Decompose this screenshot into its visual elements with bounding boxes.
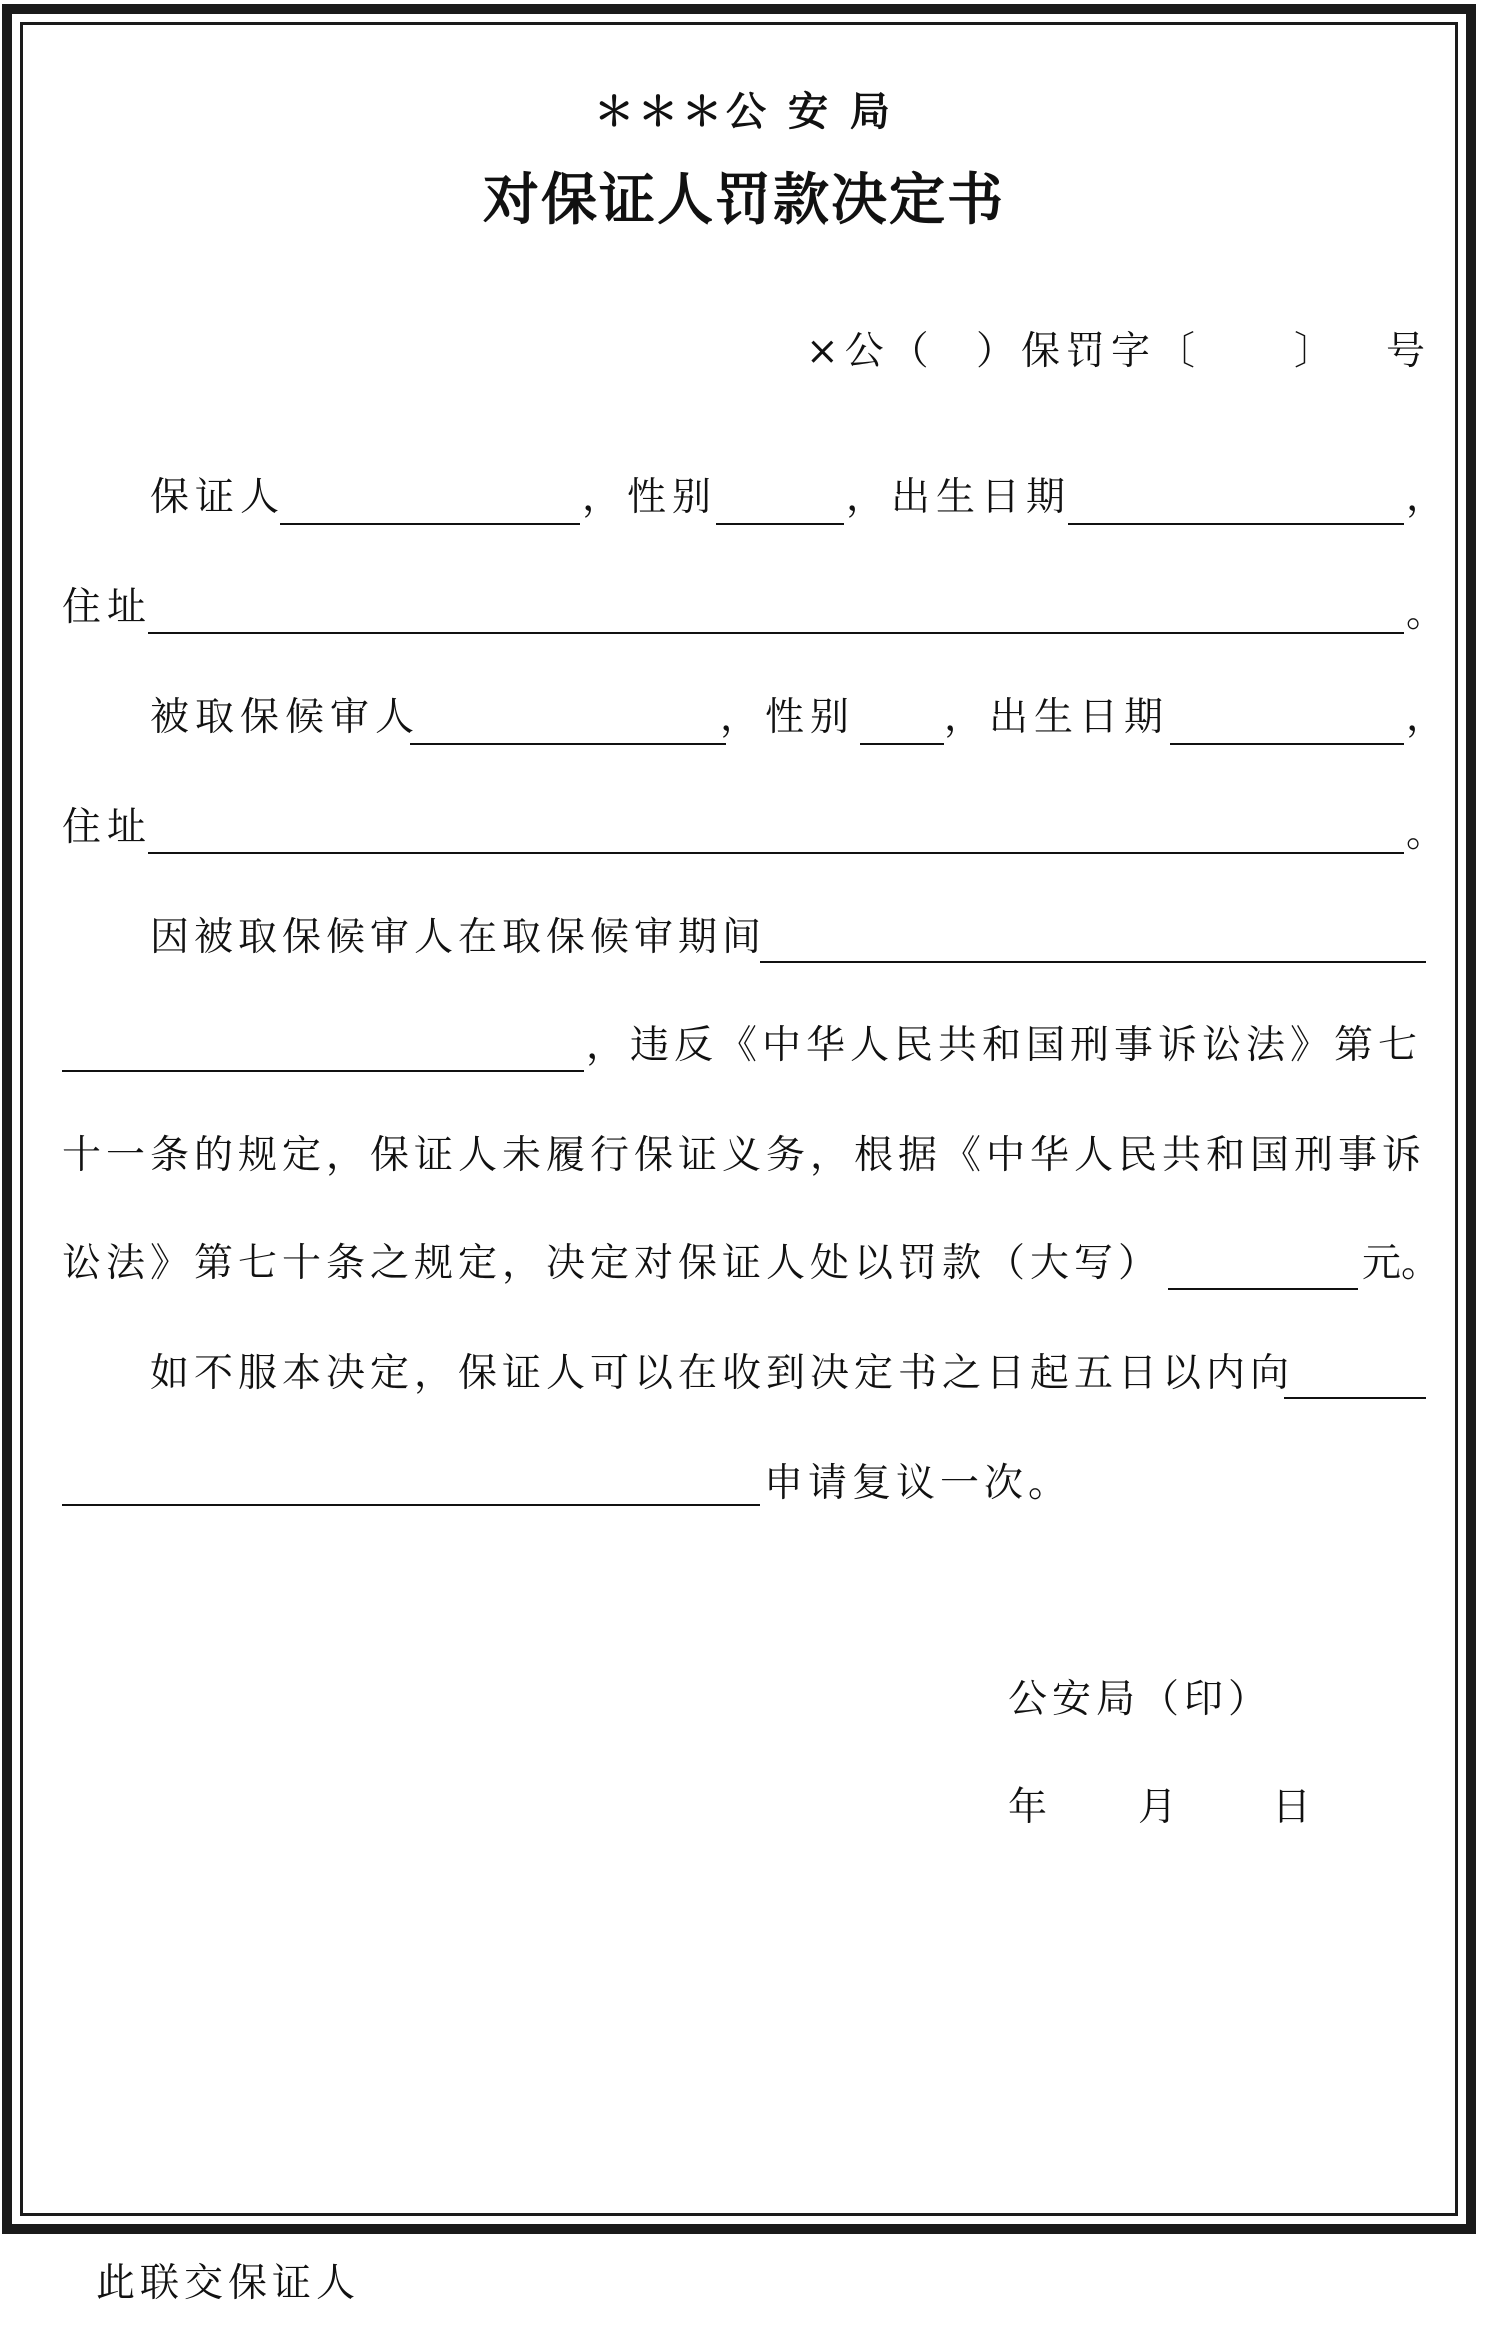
doc-number-end: 号 [1386,329,1426,374]
guarantor-address-field[interactable] [148,632,1404,634]
suspect-address-field[interactable] [148,852,1404,854]
suspect-dob-label: ，出生日期 [944,695,1170,740]
guarantor-dob-field[interactable] [1068,523,1404,525]
guarantor-dob-end: ， [1406,475,1446,520]
suspect-label: 被取保候审人 [150,695,421,740]
agency-name: ＊＊＊公 安 局 [594,88,894,135]
signature-agency: 公安局（印） [1008,1677,1273,1722]
suspect-address-end: 。 [1406,811,1446,856]
inner-border [20,22,1458,2216]
guarantor-gender-field[interactable] [716,523,844,525]
suspect-name-field[interactable] [410,743,726,745]
suspect-address-label: 住址 [62,805,153,850]
fine-amount-field[interactable] [1168,1288,1358,1290]
guarantor-address-label: 住址 [62,585,153,630]
guarantor-gender-label: ，性别 [582,475,718,520]
fine-amount-end: 元。 [1362,1241,1441,1286]
suspect-gender-label: ，性别 [720,695,856,740]
suspect-gender-field[interactable] [860,743,944,745]
violation-field[interactable] [760,961,1426,963]
doc-number-suffix: 〕 [1294,329,1334,374]
guarantor-address-end: 。 [1406,591,1446,636]
paragraph-2-start: 如不服本决定，保证人可以在收到决定书之日起五日以内向 [150,1351,1295,1396]
paragraph-1-start: 因被取保候审人在取保候审期间 [150,915,767,960]
guarantor-label: 保证人 [150,475,286,520]
review-authority-field-cont[interactable] [62,1504,760,1506]
page-title: 对保证人罚款决定书 [483,167,1005,233]
paragraph-1-line-2: ，违反《中华人民共和国刑事诉讼法》第七 [586,1023,1423,1068]
paragraph-1-line-3: 十一条的规定，保证人未履行保证义务，根据《中华人民共和国刑事诉 [62,1133,1427,1178]
paragraph-2-end: 申请复议一次。 [764,1461,1073,1506]
paragraph-1-line-4: 讼法》第七十条之规定，决定对保证人处以罚款（大写） [62,1241,1163,1286]
suspect-dob-field[interactable] [1170,743,1404,745]
copy-note: 此联交保证人 [96,2261,361,2306]
guarantor-dob-label: ，出生日期 [846,475,1072,520]
review-authority-field[interactable] [1284,1397,1426,1399]
suspect-dob-end: ， [1406,695,1446,740]
signature-month: 月 [1138,1785,1178,1830]
guarantor-name-field[interactable] [280,523,580,525]
signature-day: 日 [1272,1785,1312,1830]
doc-number-middle: ）保罚字〔 [976,329,1202,374]
signature-year: 年 [1008,1785,1048,1830]
doc-number-prefix: ×公（ [806,329,935,374]
violation-field-cont[interactable] [62,1070,584,1072]
